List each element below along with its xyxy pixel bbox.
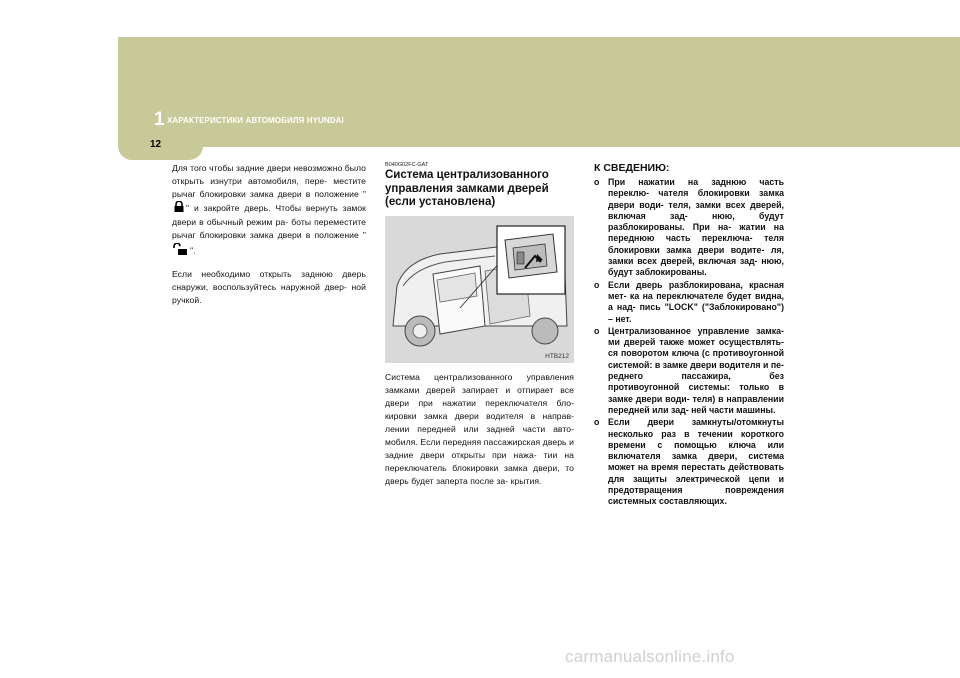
note-item	[594, 177, 784, 279]
column-middle	[385, 162, 574, 488]
note-list	[594, 177, 784, 508]
padlock-unlocked-icon	[173, 243, 189, 259]
car-door-drawing	[385, 216, 574, 363]
note-bullet: o	[594, 177, 600, 187]
note-title: К СВЕДЕНИЮ:	[594, 162, 670, 174]
watermark: carmanualsonline.info	[565, 647, 735, 666]
note-bullet: o	[594, 417, 600, 428]
car-door-illustration	[385, 216, 574, 363]
note-text: Если дверь разблокирована, красная мет- ка на переключателе будет видна, а над- пись "LOCK" ("Заблокировано") – нет.	[608, 279, 784, 324]
column-left	[172, 162, 366, 307]
column-right	[594, 162, 784, 509]
header-band	[118, 37, 960, 147]
paragraph-child-lock	[172, 162, 366, 259]
paragraph-outside-handle: Если необходимо открыть заднюю дверь снаружи, воспользуйтесь наружной двер- ной ручкой.	[172, 268, 366, 305]
paragraph-text: ".	[190, 244, 196, 255]
page-number: 12	[150, 139, 162, 150]
note-item	[594, 326, 784, 416]
section-body: Система централизованного управления замками дверей запирает и отпирает все двери при нажатии переключателя бло- кировки замка двери водителя в направ- лении передней или задней части авто- мобиля. Если передняя пассажирская дверь и задние двери открыты при нажа- тии на переключатель блокировки замка двери, то дверь будет заперта после за- крытия.	[385, 371, 574, 487]
note-text: При нажатии на заднюю часть переклю- чателя блокировки замка двери води- теля, замки всех дверей, включая зад- нюю, будут разблокированы. При на- жатии на переднюю часть переключа- теля блокировки замка двери водите- ля, замки всех дверей, включая зад- нюю, будут заблокированы.	[608, 177, 784, 278]
note-bullet: o	[594, 279, 600, 290]
note-text: Централизованное управление замка- ми дверей также может осуществлять- ся поворотом ключа (с противоугонной системой: в замке двери водителя и пе- реднего пассажира, без противоугонной системы: только в замке двери води- теля) в направлении передней или зад- ней части машины.	[608, 325, 784, 415]
chapter-number: 1	[154, 109, 165, 130]
chapter-title: ХАРАКТЕРИСТИКИ АВТОМОБИЛЯ HYUNDAI	[167, 116, 344, 125]
paragraph-text: " и закройте дверь. Чтобы вернуть замок двери в обычный режим ра- боты переместите рычаг блокировки замка двери в положение "	[172, 203, 366, 241]
section-code: B040G02FC-GAT	[385, 162, 429, 168]
note-bullet: o	[594, 325, 600, 336]
note-item	[594, 280, 784, 325]
note-item	[594, 417, 784, 507]
note-text: Если двери замкнуты/отомкнуты несколько раз в течении короткого времени с помощью ключа или включателя замка двери, система может на время перестать действовать для защиты электрической цепи и предотвращения повреждения системных составляющих.	[608, 417, 784, 507]
section-title: Система централизованного управления замками дверей (если установлена)	[385, 169, 549, 208]
paragraph-text: Для того чтобы задние двери невозможно было открыть изнутри автомобиля, пере- местите рычаг блокировки замка двери в положение "	[172, 163, 366, 200]
illustration-code: HTB212	[545, 352, 569, 360]
padlock-locked-icon	[173, 201, 185, 216]
